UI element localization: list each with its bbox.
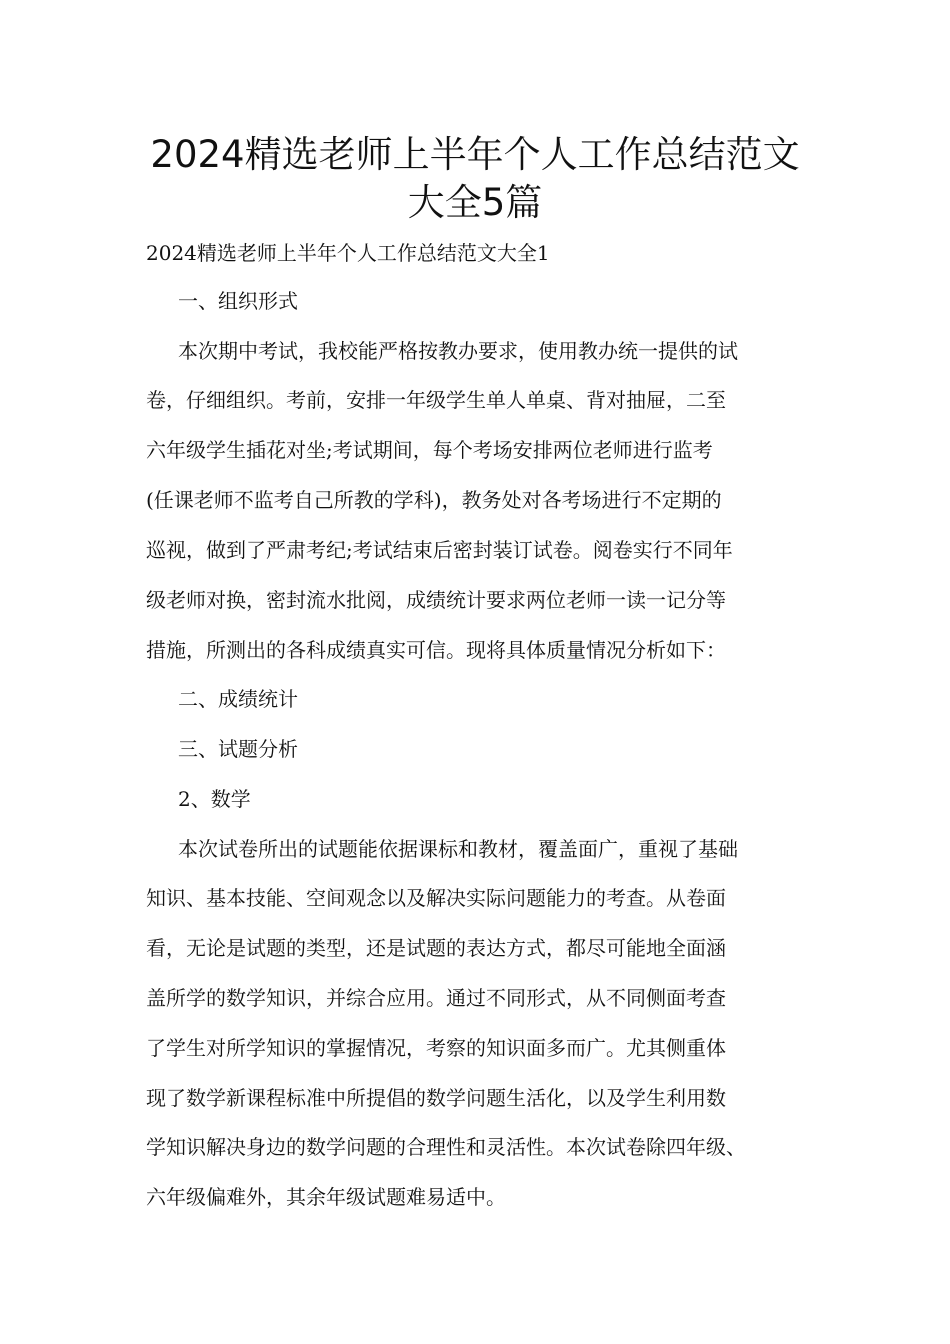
section-heading: 三、试题分析 xyxy=(178,737,298,761)
paragraph-line: 六年级学生插花对坐;考试期间，每个考场安排两位老师进行监考 xyxy=(146,438,713,462)
paragraph-line: 本次期中考试，我校能严格按教办要求，使用教办统一提供的试 xyxy=(178,339,738,363)
section-heading: 二、成绩统计 xyxy=(178,687,298,711)
paragraph-line: 巡视，做到了严肃考纪;考试结束后密封装订试卷。阅卷实行不同年 xyxy=(146,538,733,562)
paragraph-line: 级老师对换，密封流水批阅，成绩统计要求两位老师一读一记分等 xyxy=(146,588,726,612)
section-heading: 2、数学 xyxy=(178,787,251,811)
paragraph-line: 盖所学的数学知识，并综合应用。通过不同形式，从不同侧面考查 xyxy=(146,986,726,1010)
paragraph-line: 卷，仔细组织。考前，安排一年级学生单人单桌、背对抽屉，二至 xyxy=(146,388,726,412)
paragraph-line: 知识、基本技能、空间观念以及解决实际问题能力的考查。从卷面 xyxy=(146,886,726,910)
paragraph-line: 现了数学新课程标准中所提倡的数学问题生活化，以及学生利用数 xyxy=(146,1086,726,1110)
document-subtitle: 2024精选老师上半年个人工作总结范文大全1 xyxy=(146,241,550,265)
document-title-line-2: 大全5篇 xyxy=(407,181,543,224)
paragraph-line: 学知识解决身边的数学问题的合理性和灵活性。本次试卷除四年级、 xyxy=(146,1135,746,1159)
paragraph-line: 六年级偏难外，其余年级试题难易适中。 xyxy=(146,1185,506,1209)
paragraph-line: 了学生对所学知识的掌握情况，考察的知识面多而广。尤其侧重体 xyxy=(146,1036,726,1060)
section-heading: 一、组织形式 xyxy=(178,289,298,313)
paragraph-line: 措施，所测出的各科成绩真实可信。现将具体质量情况分析如下： xyxy=(146,638,726,662)
paragraph-line: (任课老师不监考自己所教的学科)，教务处对各考场进行不定期的 xyxy=(146,488,722,512)
paragraph-line: 本次试卷所出的试题能依据课标和教材，覆盖面广，重视了基础 xyxy=(178,837,738,861)
document-title-line-1: 2024精选老师上半年个人工作总结范文 xyxy=(150,133,800,176)
paragraph-line: 看，无论是试题的类型，还是试题的表达方式，都尽可能地全面涵 xyxy=(146,936,726,960)
